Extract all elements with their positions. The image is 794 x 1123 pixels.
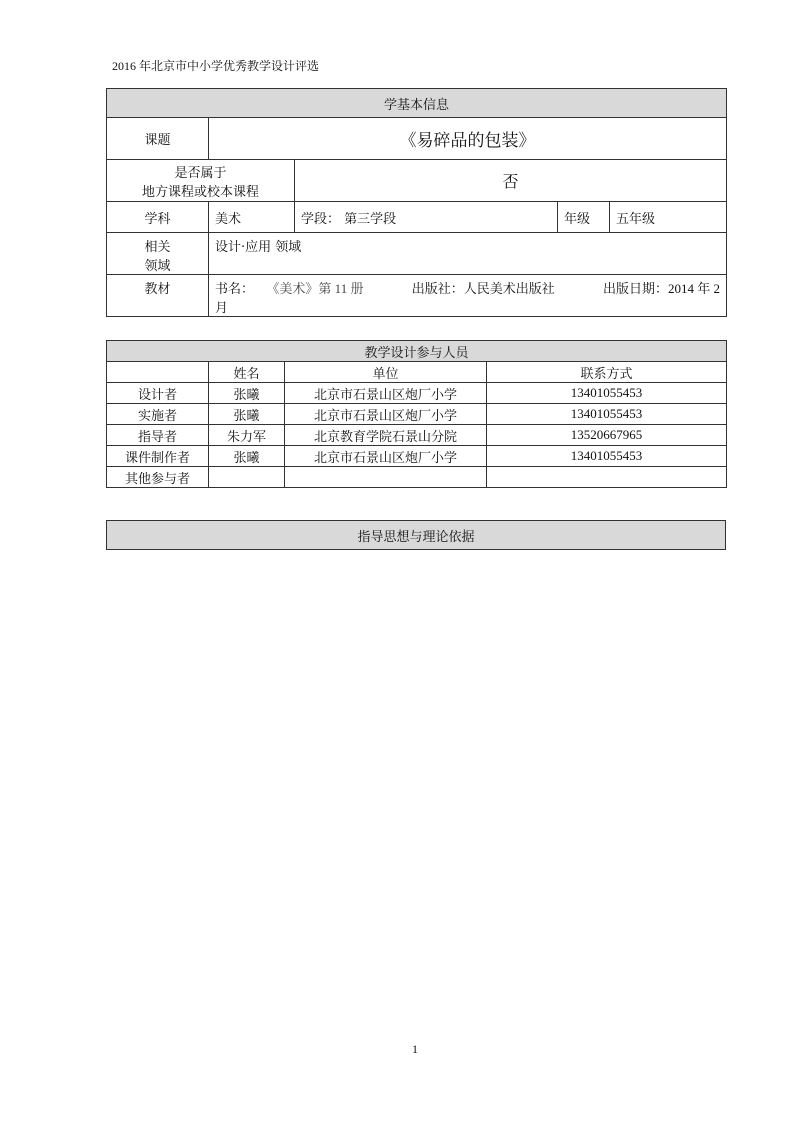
textbook-row: [107, 275, 727, 317]
local-course-label-line1: 是否属于: [174, 165, 227, 181]
participant-role: 指导者: [107, 425, 209, 446]
participant-name: 张曦: [209, 383, 285, 404]
stage-cell: [295, 202, 558, 233]
subject-label: 学科: [107, 202, 209, 233]
textbook-label: 教材: [107, 275, 209, 317]
participant-role: 课件制作者: [107, 446, 209, 467]
publisher-label: 出版社：: [411, 282, 464, 297]
topic-label: 课题: [107, 118, 209, 160]
participant-name: 朱力军: [209, 425, 285, 446]
document-header: 2016 年北京市中小学优秀教学设计评选: [112, 59, 320, 73]
topic-value: 《易碎品的包装》: [209, 118, 727, 160]
participant-role: 其他参与者: [107, 467, 209, 488]
textbook-name-value: 《美术》第 11 册: [266, 281, 364, 296]
pub-date-label: 出版日期：: [603, 282, 669, 297]
subject-row: [107, 202, 727, 233]
participants-title: 教学设计参与人员: [107, 341, 727, 362]
basic-info-table: [106, 88, 727, 317]
participant-contact: 13401055453: [487, 446, 727, 467]
publisher-value: 人民美术出版社: [463, 282, 555, 297]
table-row: [107, 446, 727, 467]
participant-unit: 北京市石景山区炮厂小学: [285, 446, 487, 467]
field-value: 设计·应用 领域: [209, 233, 727, 275]
textbook-value: [209, 275, 727, 317]
column-header-name: 姓名: [209, 362, 285, 383]
local-course-row: [107, 160, 727, 202]
guidance-title: 指导思想与理论依据: [107, 521, 726, 550]
grade-value: 五年级: [610, 202, 727, 233]
participant-unit: 北京教育学院石景山分院: [285, 425, 487, 446]
field-label-line2: 领域: [144, 259, 171, 274]
participant-contact: [487, 467, 727, 488]
field-label: [107, 233, 209, 275]
basic-info-header-row: [107, 89, 727, 118]
page-number: 1: [412, 1042, 418, 1056]
stage-value: 第三学段: [344, 211, 397, 227]
participant-contact: 13520667965: [487, 425, 727, 446]
grade-label: 年级: [558, 202, 610, 233]
field-row: [107, 233, 727, 275]
participant-role: 实施者: [107, 404, 209, 425]
stage-label: 学段：: [301, 211, 341, 227]
table-row: [107, 425, 727, 446]
table-row: [107, 467, 727, 488]
participants-header-row: [107, 341, 727, 362]
topic-row: [107, 118, 727, 160]
participant-name: 张曦: [209, 446, 285, 467]
participant-unit: 北京市石景山区炮厂小学: [285, 383, 487, 404]
subject-value: 美术: [209, 202, 295, 233]
participant-contact: 13401055453: [487, 404, 727, 425]
participant-unit: 北京市石景山区炮厂小学: [285, 404, 487, 425]
column-header-unit: 单位: [285, 362, 487, 383]
textbook-name-label: 书名：: [215, 282, 255, 297]
pub-date-value: 2014 年 2: [668, 281, 721, 296]
participants-column-headers: [107, 362, 727, 383]
guidance-table: [106, 520, 726, 550]
local-course-value: 否: [295, 160, 727, 202]
participant-role: 设计者: [107, 383, 209, 404]
table-row: [107, 383, 727, 404]
field-label-line1: 相关: [144, 240, 171, 255]
column-header-contact: 联系方式: [487, 362, 727, 383]
participant-contact: 13401055453: [487, 383, 727, 404]
participant-name: [209, 467, 285, 488]
local-course-label: [107, 160, 295, 202]
column-header-role: [107, 362, 209, 383]
participant-name: 张曦: [209, 404, 285, 425]
table-row: [107, 404, 727, 425]
local-course-label-line2: 地方课程或校本课程: [141, 184, 259, 200]
basic-info-title: 学基本信息: [107, 89, 727, 118]
pub-date-cont: 月: [215, 301, 229, 316]
participant-unit: [285, 467, 487, 488]
guidance-header-row: [107, 521, 726, 550]
participants-table: [106, 340, 727, 488]
